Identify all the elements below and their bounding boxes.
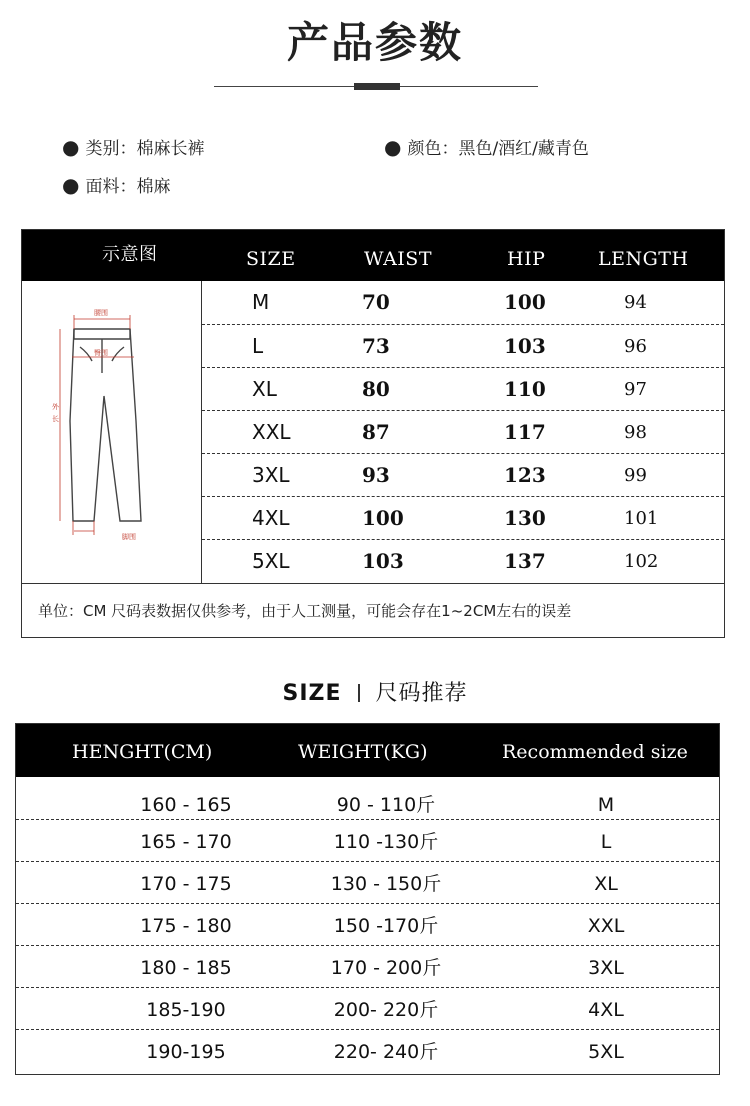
table-row — [16, 1029, 719, 1072]
recommend-heading-cn: 尺码推荐 — [375, 681, 468, 706]
bullet-icon: ● — [384, 135, 402, 159]
cell-size: M — [252, 290, 270, 314]
cell-hip: 123 — [504, 463, 546, 487]
bullet-icon: ● — [62, 135, 80, 159]
table-row — [202, 367, 724, 411]
cell-length: 97 — [624, 379, 647, 400]
table-row — [16, 861, 719, 904]
cell-height: 180 - 185 — [140, 957, 232, 979]
table-row — [16, 819, 719, 862]
diagram-length-label-1: 外 — [52, 403, 59, 411]
spec-category-value: 棉麻长裤 — [136, 139, 205, 159]
spec-fabric — [62, 172, 170, 197]
cell-size: M — [597, 794, 615, 816]
cell-height: 170 - 175 — [140, 873, 232, 895]
size-table-body — [202, 281, 724, 583]
cell-size: 4XL — [588, 999, 624, 1021]
cell-waist: 87 — [362, 420, 390, 444]
col-recommended-size: Recommended size — [502, 741, 688, 763]
cell-waist: 70 — [362, 290, 390, 314]
col-size: SIZE — [246, 248, 296, 270]
cell-weight: 90 - 110斤 — [336, 794, 436, 816]
spec-category — [62, 134, 204, 159]
table-row — [202, 539, 724, 583]
size-table — [21, 229, 725, 638]
cell-size: 5XL — [252, 549, 290, 573]
cell-hip: 103 — [504, 334, 546, 358]
bullet-icon: ● — [62, 173, 80, 197]
table-row — [202, 410, 724, 454]
size-table-header — [22, 230, 724, 281]
spec-fabric-value: 棉麻 — [136, 177, 171, 197]
diagram-length-label-2: 长 — [52, 415, 59, 423]
cell-size: 3XL — [588, 957, 624, 979]
title-accent-bar — [354, 83, 400, 90]
table-row — [202, 496, 724, 540]
pants-diagram — [22, 281, 202, 583]
table-row — [16, 945, 719, 988]
cell-waist: 93 — [362, 463, 390, 487]
recommend-table — [15, 723, 720, 1075]
cell-hip: 117 — [504, 420, 546, 444]
diagram-header: 示意图 — [102, 244, 158, 265]
cell-height: 185-190 — [146, 999, 226, 1021]
cell-waist: 103 — [362, 549, 404, 573]
pants-outline-icon — [22, 281, 202, 583]
cell-length: 101 — [624, 508, 659, 529]
cell-hip: 130 — [504, 506, 546, 530]
cell-weight: 110 -130斤 — [333, 831, 439, 853]
cell-waist: 100 — [362, 506, 404, 530]
cell-size: XXL — [587, 915, 625, 937]
cell-waist: 80 — [362, 377, 390, 401]
cell-size: 3XL — [252, 463, 290, 487]
spec-category-label: 类别： — [85, 139, 137, 159]
cell-height: 190-195 — [146, 1041, 226, 1063]
cell-hip: 110 — [504, 377, 546, 401]
cell-size: L — [252, 334, 264, 358]
cell-size: 4XL — [252, 506, 290, 530]
cell-height: 175 - 180 — [140, 915, 232, 937]
cell-size: XL — [594, 873, 618, 895]
cell-weight: 150 -170斤 — [333, 915, 439, 937]
cell-length: 96 — [624, 336, 647, 357]
heading-separator — [358, 684, 360, 702]
cell-length: 102 — [624, 551, 659, 572]
cell-weight: 130 - 150斤 — [330, 873, 442, 895]
recommend-table-header — [16, 724, 719, 777]
spec-color-label: 颜色： — [407, 139, 459, 159]
cell-hip: 100 — [504, 290, 546, 314]
cell-height: 165 - 170 — [140, 831, 232, 853]
cell-length: 99 — [624, 465, 647, 486]
spec-color-value: 黑色/酒红/藏青色 — [458, 139, 589, 159]
col-height: HENGHT(CM) — [72, 741, 213, 763]
diagram-waist-label: 腰围 — [94, 309, 108, 317]
recommend-heading — [0, 676, 750, 707]
col-weight: WEIGHT(KG) — [298, 741, 428, 763]
cell-length: 98 — [624, 422, 647, 443]
table-row — [202, 453, 724, 497]
measurement-note: 单位：CM 尺码表数据仅供参考，由于人工测量，可能会存在1~2CM左右的误差 — [22, 583, 724, 637]
cell-hip: 137 — [504, 549, 546, 573]
cell-waist: 73 — [362, 334, 390, 358]
col-length: LENGTH — [598, 248, 689, 270]
spec-fabric-label: 面料： — [85, 177, 137, 197]
table-row — [16, 903, 719, 946]
cell-size: XXL — [252, 420, 291, 444]
page-title: 产品参数 — [286, 18, 463, 67]
col-hip: HIP — [507, 248, 546, 270]
diagram-hem-label: 脚围 — [122, 533, 136, 541]
cell-length: 94 — [624, 292, 647, 313]
cell-weight: 220- 240斤 — [333, 1041, 439, 1063]
table-row — [202, 281, 724, 324]
cell-size: L — [600, 831, 612, 853]
diagram-hip-label: 臀围 — [94, 349, 108, 357]
col-waist: WAIST — [364, 248, 432, 270]
table-row — [202, 324, 724, 368]
cell-size: XL — [252, 377, 277, 401]
cell-weight: 170 - 200斤 — [330, 957, 442, 979]
cell-height: 160 - 165 — [140, 794, 232, 816]
spec-color — [384, 134, 589, 159]
recommend-heading-en: SIZE — [282, 681, 342, 706]
cell-size: 5XL — [588, 1041, 624, 1063]
table-row — [16, 987, 719, 1030]
cell-weight: 200- 220斤 — [333, 999, 439, 1021]
